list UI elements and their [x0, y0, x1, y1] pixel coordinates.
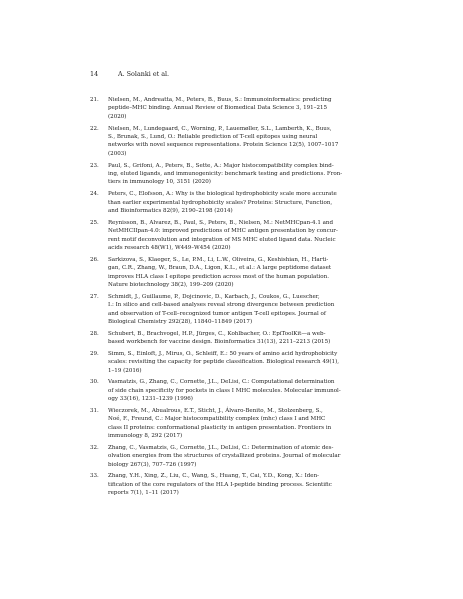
reference-text-line: (2003) [108, 150, 127, 157]
reference-item [90, 378, 372, 403]
reference-text-line: Paul, S., Grifoni, A., Peters, B., Sette, A.: Major histocompatibility complex bind- [108, 162, 334, 169]
reference-number: 27. [90, 293, 99, 300]
reference-text-line: Vasmatzis, G., Zhang, C., Cornette, J.L., DeLisi, C.: Computational determination [108, 379, 335, 386]
reference-item [90, 256, 372, 290]
reference-item [90, 219, 372, 253]
reference-text-line: and observation of T-cell–recognized tumor antigen T-cell epitopes. Journal of [108, 310, 326, 317]
reference-number: 29. [90, 350, 99, 357]
reference-text-line: ogy 33(16), 1231–1239 (1996) [108, 396, 193, 403]
reference-item [90, 444, 372, 469]
reference-text-line: rent motif deconvolution and integration of MS MHC eluted ligand data. Nucleic [108, 236, 336, 243]
reference-text-line: biology 267(3), 707–726 (1997) [108, 461, 197, 468]
reference-text-line: (2020) [108, 113, 127, 120]
reference-number: 23. [90, 162, 99, 169]
reference-text-line: olvation energies from the structures of crystallized proteins. Journal of molecular [108, 453, 341, 460]
reference-text-line: Nature biotechnology 38(2), 199–209 (2020) [108, 282, 234, 288]
reference-text-line: acids research 48(W1), W449–W454 (2020) [108, 245, 231, 251]
reference-text-line: gan, C.R., Zhang, W., Braun, D.A., Ligon, K.L., et al.: A large peptidome dataset [108, 265, 332, 272]
reference-number: 26. [90, 256, 99, 263]
reference-text-line: NetMHCIIpan-4.0: improved predictions of MHC antigen presentation by concur- [108, 228, 338, 235]
reference-number: 30. [90, 379, 99, 386]
page-number: 14 [90, 70, 99, 78]
reference-text-line: scales: revisiting the capacity for peptide classification. Biological research 49(1), [108, 359, 339, 366]
reference-text-line: Peters, C., Elofsson, A.: Why is the biological hydrophobicity scale more accurate [108, 191, 337, 198]
reference-text-line: Zhang, C., Vasmatzis, G., Cornette, J.L., DeLisi, C.: Determination of atomic des- [108, 444, 334, 451]
reference-text-line: Schubert, B., Brachvogel, H.P., Jürges, C., Kohlbacher, O.: EpiToolKit—a web- [108, 330, 326, 337]
reference-item [90, 330, 372, 347]
reference-text-line: S., Brunak, S., Lund, O.: Reliable prediction of T-cell epitopes using neural [108, 134, 318, 140]
reference-text-line: peptide–MHC binding. Annual Review of Biomedical Data Science 3, 191–215 [108, 105, 328, 112]
reference-item [90, 407, 372, 441]
reference-text-line: I.: In silico and cell-based analyses reveal strong divergence between prediction [108, 302, 335, 309]
reference-item [90, 350, 372, 375]
reference-item [90, 96, 372, 121]
running-head [90, 70, 169, 78]
reference-number: 33. [90, 473, 99, 480]
reference-text-line: and Bioinformatics 82(9), 2190–2198 (2014) [108, 208, 233, 214]
reference-text-line: Nielsen, M., Lundegaard, C., Worning, P., Lauemøller, S.L., Lamberth, K., Buus, [108, 125, 332, 132]
reference-text-line: Wieczorek, M., Abualrous, E.T., Sticht, J., Álvaro-Benito, M., Stolzenberg, S., [108, 407, 323, 414]
reference-text-line: tification of the core regulators of the HLA I-peptide binding process. Scientific [108, 481, 332, 488]
reference-text-line: Zhang, Y.H., Xing, Z., Liu, C., Wang, S., Huang, T., Cai, Y.D., Kong, X.: Iden- [108, 473, 320, 480]
reference-number: 24. [90, 191, 99, 198]
reference-text-line: improves HLA class I epitope prediction across most of the human population. [108, 273, 329, 280]
reference-number: 25. [90, 219, 99, 226]
reference-text-line: immunology 8, 292 (2017) [108, 433, 183, 440]
reference-number: 28. [90, 330, 99, 337]
reference-text-line: class II proteins: conformational plasticity in antigen presentation. Frontiers in [108, 424, 332, 431]
reference-item [90, 472, 372, 497]
running-head-authors: A. Solanki et al. [118, 70, 170, 78]
reference-text-line: Reynisson, B., Alvarez, B., Paul, S., Peters, B., Nielsen, M.: NetMHCpan-4.1 and [108, 219, 334, 226]
reference-number: 31. [90, 407, 99, 414]
reference-text-line: ing, eluted ligands, and immunogenicity: benchmark testing and predictions. Fron- [108, 171, 343, 177]
reference-text-line: reports 7(1), 1–11 (2017) [108, 490, 179, 497]
reference-item [90, 125, 372, 159]
reference-text-line: based workbench for vaccine design. Bioinformatics 31(13), 2211–2213 (2015) [108, 339, 331, 346]
reference-text-line: than earlier experimental hydrophobicity scales? Proteins: Structure, Function, [108, 199, 333, 206]
reference-text-line: Simm, S., Einloft, J., Mirus, O., Schleiff, E.: 50 years of amino acid hydrophobicity [108, 350, 338, 357]
reference-text-line: tiers in immunology 10, 3151 (2020) [108, 179, 211, 186]
reference-text-line: Sarkizova, S., Klaeger, S., Le, P.M., Li, L.W., Oliveira, G., Keshishian, H., Harti- [108, 256, 329, 263]
reference-text-line: of side chain specificity for pockets in class I MHC molecules. Molecular immunol- [108, 387, 341, 394]
reference-number: 21. [90, 97, 99, 103]
reference-text-line: 1–19 (2016) [108, 367, 142, 374]
reference-number: 32. [90, 444, 99, 451]
reference-item [90, 190, 372, 215]
reference-text-line: Schmidt, J., Guillaume, P., Dojcinovic, D., Karbach, J., Coukos, G., Luescher, [108, 293, 320, 300]
reference-number: 22. [90, 125, 99, 132]
reference-list [90, 96, 372, 501]
reference-item [90, 162, 372, 187]
reference-text-line: Noé, F., Freund, C.: Major histocompatibility complex (mhc) class I and MHC [108, 416, 326, 423]
reference-text-line: networks with novel sequence representations. Protein Science 12(5), 1007–1017 [108, 142, 339, 149]
reference-text-line: Biological Chemistry 292(28), 11840–11849 (2017) [108, 319, 253, 325]
reference-text-line: Nielsen, M., Andreatta, M., Peters, B., Buus, S.: Immunoinformatics: predicting [108, 97, 332, 103]
reference-item [90, 293, 372, 327]
